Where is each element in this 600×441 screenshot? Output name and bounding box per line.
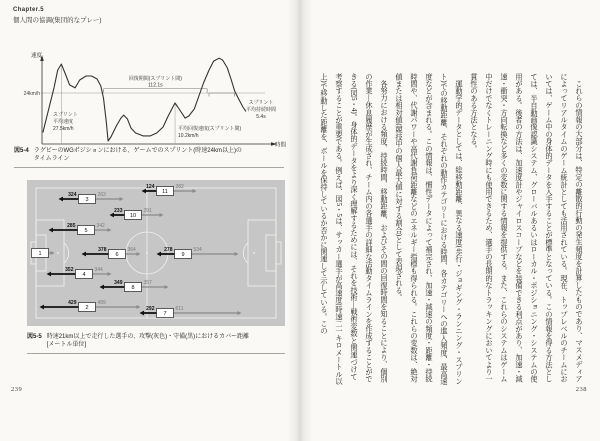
chapter-number: Chapter.5 bbox=[13, 7, 44, 13]
attack-distance: 263 bbox=[97, 192, 106, 198]
penalty-spot-right bbox=[253, 252, 255, 254]
attack-distance: 611 bbox=[175, 306, 184, 312]
paragraph: これらの情報の大部分は、特定の離散的行動の発生頻度を計算したものであり、マスメディアによってリアルタイムのゲーム統計としても活用されている。現在、トップレベルのチームにおいては、ゲーム中の身体的データを入手することが標準となっている。この情報を得る方法としては、半自動画像認識システム、グローバルあるいはローカル・ポジショニング・システムの使用がある。後者の方法は、加速度計やジャイロスコープなどを装備できる利点があり、加速・減速・衝突・方向転換など多くの変数に関する情報を提供する。また、これらのシステムはゲーム中だけでなくトレーニング時にも使用できるため、選手の長期的なトラッキングにおいてより一貫性のある方法となる。 bbox=[470, 73, 583, 383]
pitch-background bbox=[27, 180, 285, 326]
fig-5-4-label: 図5-4 bbox=[14, 148, 29, 154]
recovery-period-label: 回復期間(スプリント間) bbox=[128, 75, 182, 82]
paragraph: 各努力における頻度、持続時間、移動距離、およびその間の回復時間を知ることにより、個別の作業―休息履歴が生成され、チーム内の各選手の詳細な活動タイムラインを作成することができる(図5・4)。身体的データをより深く理解するためには、それを技術―戦術変数と関連づけて考察することが重要である。例えば、図5・5は、サッカー選手が高速度(時速二一キロメートル以上)で移動した距離を、ボールを保持しているか否かに関連して示している。この bbox=[320, 73, 388, 385]
avg-recovery-speed-value: 10.2km/h bbox=[178, 133, 199, 139]
x-axis-label: 時間 bbox=[275, 142, 287, 149]
right-page bbox=[300, 0, 600, 441]
center-spot bbox=[146, 252, 148, 254]
player-number: 1 bbox=[38, 251, 42, 257]
defense-distance: 324 bbox=[68, 192, 77, 198]
sprint-duration-value: 5.4s bbox=[256, 114, 266, 120]
recovery-period-value: 112.1s bbox=[148, 82, 163, 89]
penalty-spot-left bbox=[57, 252, 59, 254]
player-number: 2 bbox=[85, 305, 89, 311]
player-number: 3 bbox=[85, 197, 89, 203]
attack-distance: 489 bbox=[97, 300, 106, 306]
defense-distance: 378 bbox=[98, 247, 107, 253]
attack-distance: 291 bbox=[143, 208, 152, 214]
player-number: 5 bbox=[84, 228, 88, 234]
defense-distance: 278 bbox=[164, 247, 173, 253]
sprint-duration-label: 平均持続時間 bbox=[245, 107, 277, 113]
y-axis-label: 速度 bbox=[31, 53, 43, 59]
player-number: 11 bbox=[162, 189, 168, 195]
sprint-timeline-chart bbox=[12, 50, 288, 150]
attack-distance: 344 bbox=[94, 267, 103, 273]
sprint-duration-label: スプリント bbox=[248, 100, 274, 106]
soccer-field-figure bbox=[27, 180, 285, 326]
defense-distance: 429 bbox=[68, 300, 77, 306]
fig-5-5-caption bbox=[27, 333, 285, 354]
fig-5-4-caption bbox=[14, 147, 284, 168]
player-number: 6 bbox=[115, 252, 119, 258]
defense-distance: 285 bbox=[67, 223, 76, 229]
attack-distance: 282 bbox=[175, 184, 184, 190]
player-number: 7 bbox=[163, 311, 167, 317]
sprint-avg-speed-value: 27.5km/h bbox=[53, 126, 74, 132]
page-number-right: 238 bbox=[575, 386, 587, 393]
chapter-title: 個人間の協調(集団的なプレー) bbox=[13, 17, 102, 24]
running-head bbox=[13, 7, 102, 24]
player-number: 4 bbox=[82, 272, 86, 278]
sprint-avg-speed-label: スプリント bbox=[53, 112, 78, 118]
player-number: 9 bbox=[181, 252, 185, 258]
fig-5-5-caption-text: 時速21km以上で走行した選手の、攻撃(灰色)・守備(黒)におけるカバー距離 [メートル単位] bbox=[46, 334, 250, 348]
sprint-avg-speed-label: 平均速度 bbox=[53, 119, 74, 125]
defense-distance: 292 bbox=[146, 306, 155, 312]
player-number: 10 bbox=[129, 213, 137, 219]
defense-distance: 352 bbox=[65, 267, 74, 273]
attack-distance: 357 bbox=[143, 280, 152, 286]
fig-5-4-caption-text: ラグビーのWGポジションにおける、ゲームでのスプリント(時速24km以上)の タイムライン bbox=[33, 148, 242, 162]
paragraph: 運動学的データとしては、総移動距離、異なる速度(歩行・ジョギング・ランニング・スプリント)での移動距離、それぞれの動作カテゴリーにおける時間、各カテゴリーへの進入頻度、最高速度などが含まれる。この情報は、慣性データによって補完され、加速・減速の頻度・距離・持続時間や、代謝パワーや高代謝負荷距離などのエネルギー指標も得られる。これらの変数は、絶対値または相対値(競技中の個人最大値に対する割合)として表現される。 bbox=[395, 73, 463, 385]
body-text-vertical bbox=[308, 73, 586, 387]
defense-distance: 233 bbox=[114, 208, 123, 214]
threshold-label: 24km/h bbox=[23, 90, 40, 97]
attack-distance: 534 bbox=[193, 247, 202, 253]
attack-distance: 342 bbox=[96, 223, 105, 229]
player-number: 8 bbox=[131, 285, 135, 291]
defense-distance: 349 bbox=[114, 280, 123, 286]
fig-5-5-label: 図5-5 bbox=[27, 334, 42, 340]
attack-distance: 364 bbox=[127, 247, 136, 253]
page-number-left: 239 bbox=[11, 386, 23, 393]
defense-distance: 124 bbox=[146, 184, 155, 190]
avg-recovery-speed-label: 平均回復速度(スプリント間) bbox=[178, 126, 242, 132]
